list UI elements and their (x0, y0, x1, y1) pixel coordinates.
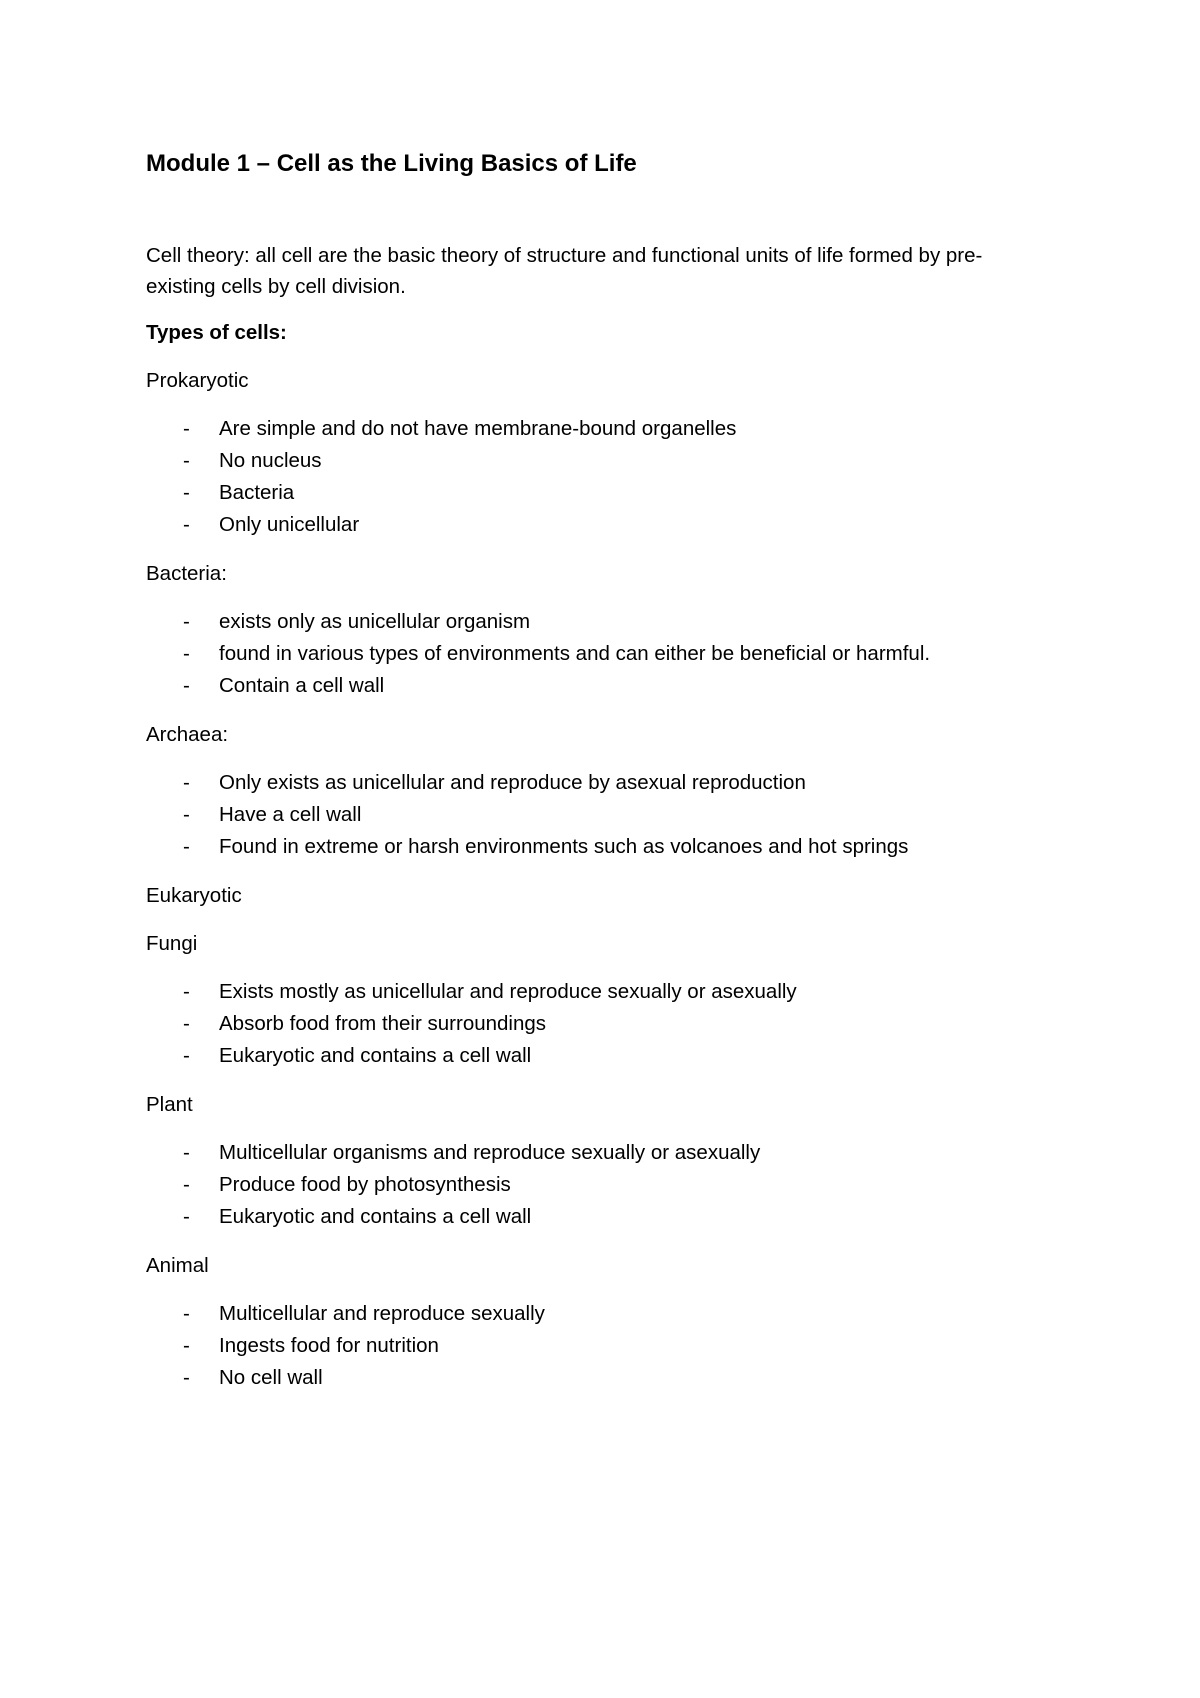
list-item (146, 445, 1046, 477)
cell-theory-paragraph: Cell theory: all cell are the basic theory of structure and functional units of life formed by pre-existing cells by cell division. (146, 244, 983, 298)
list-item-text: Only exists as unicellular and reproduce by asexual reproduction (219, 771, 806, 794)
bullet-dash: - (183, 1044, 190, 1067)
document-title: Module 1 – Cell as the Living Basics of Life (146, 150, 637, 177)
list-item-text: Are simple and do not have membrane-bound organelles (219, 417, 737, 440)
eukaryotic-heading: Eukaryotic (146, 884, 242, 907)
list-item-text: Eukaryotic and contains a cell wall (219, 1044, 532, 1067)
list-item-text: exists only as unicellular organism (219, 610, 531, 633)
prokaryotic-list (146, 413, 1046, 541)
list-item (146, 1137, 1046, 1169)
bullet-dash: - (183, 980, 190, 1003)
list-item-text: Bacteria (219, 481, 295, 504)
bullet-dash: - (183, 1205, 190, 1228)
list-item (146, 413, 1046, 445)
bacteria-list (146, 606, 1046, 702)
list-item-text: Only unicellular (219, 513, 360, 536)
list-item-text: Have a cell wall (219, 803, 362, 826)
animal-heading: Animal (146, 1254, 209, 1277)
list-item-text: Absorb food from their surroundings (219, 1012, 547, 1035)
list-item-text: Eukaryotic and contains a cell wall (219, 1205, 532, 1228)
list-item (146, 477, 1046, 509)
bullet-dash: - (183, 610, 190, 633)
bullet-dash: - (183, 1366, 190, 1389)
bullet-dash: - (183, 771, 190, 794)
archaea-list (146, 767, 1046, 863)
bullet-dash: - (183, 835, 190, 858)
archaea-heading: Archaea: (146, 723, 229, 746)
bullet-dash: - (183, 803, 190, 826)
bullet-dash: - (183, 674, 190, 697)
prokaryotic-heading: Prokaryotic (146, 369, 249, 392)
list-item (146, 638, 1046, 670)
animal-list (146, 1298, 1046, 1394)
list-item-text: No cell wall (219, 1366, 323, 1389)
fungi-heading: Fungi (146, 932, 198, 955)
list-item (146, 509, 1046, 541)
bullet-dash: - (183, 1334, 190, 1357)
list-item-text: No nucleus (219, 449, 322, 472)
types-of-cells-heading: Types of cells: (146, 321, 287, 344)
list-item-text: Multicellular and reproduce sexually (219, 1302, 545, 1325)
list-item (146, 1330, 1046, 1362)
document-page (146, 144, 1046, 1411)
bullet-dash: - (183, 417, 190, 440)
list-item (146, 767, 1046, 799)
list-item (146, 1298, 1046, 1330)
bullet-dash: - (183, 513, 190, 536)
list-item (146, 670, 1046, 702)
list-item-text: found in various types of environments and can either be beneficial or harmful. (219, 642, 931, 665)
list-item-text: Multicellular organisms and reproduce sexually or asexually (219, 1141, 761, 1164)
list-item (146, 1169, 1046, 1201)
list-item (146, 606, 1046, 638)
list-item-text: Ingests food for nutrition (219, 1334, 439, 1357)
list-item (146, 1040, 1046, 1072)
list-item (146, 799, 1046, 831)
bullet-dash: - (183, 449, 190, 472)
list-item (146, 1008, 1046, 1040)
plant-heading: Plant (146, 1093, 193, 1116)
fungi-list (146, 976, 1046, 1072)
plant-list (146, 1137, 1046, 1233)
bullet-dash: - (183, 1012, 190, 1035)
list-item (146, 976, 1046, 1008)
bullet-dash: - (183, 1173, 190, 1196)
list-item (146, 1201, 1046, 1233)
bullet-dash: - (183, 481, 190, 504)
bullet-dash: - (183, 642, 190, 665)
bullet-dash: - (183, 1141, 190, 1164)
bacteria-heading: Bacteria: (146, 562, 227, 585)
list-item (146, 831, 1046, 863)
list-item-text: Exists mostly as unicellular and reproduce sexually or asexually (219, 980, 797, 1003)
list-item (146, 1362, 1046, 1394)
bullet-dash: - (183, 1302, 190, 1325)
list-item-text: Produce food by photosynthesis (219, 1173, 511, 1196)
list-item-text: Contain a cell wall (219, 674, 385, 697)
list-item-text: Found in extreme or harsh environments such as volcanoes and hot springs (219, 835, 909, 858)
